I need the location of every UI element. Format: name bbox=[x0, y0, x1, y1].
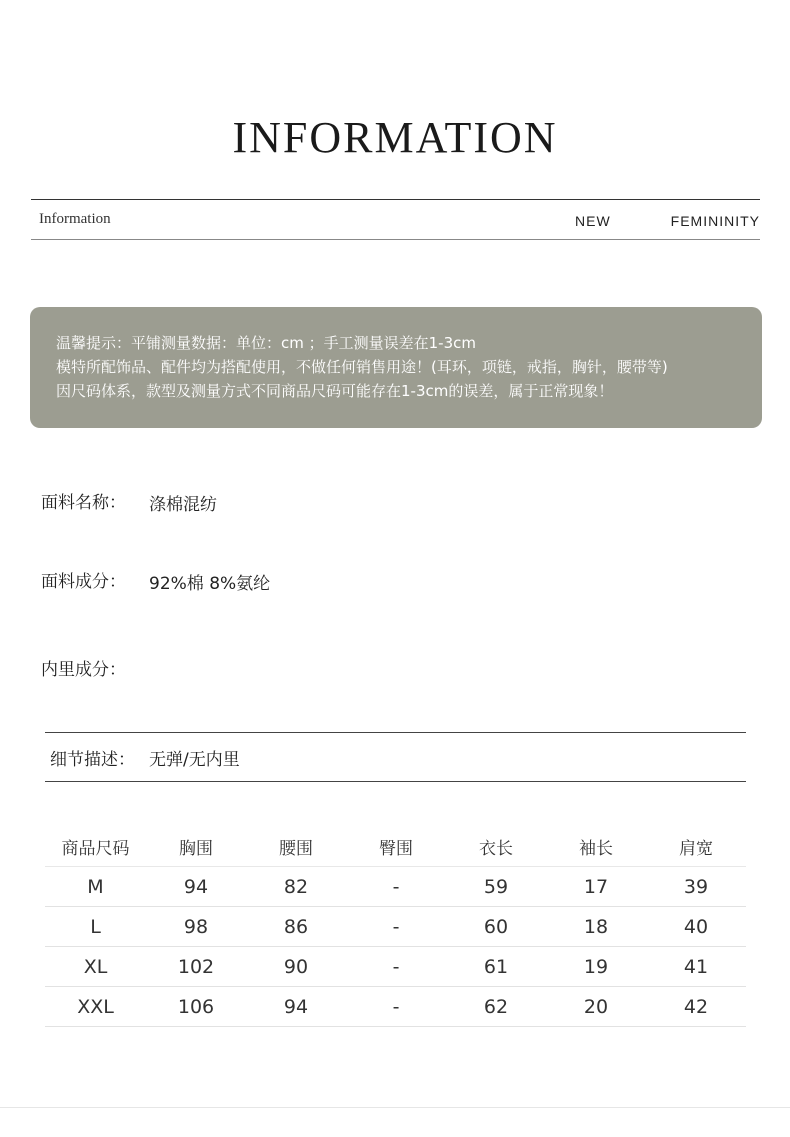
cell-sleeve: 19 bbox=[583, 955, 609, 978]
notice-line-1: 温馨提示：平铺测量数据：单位：cm ；手工测量误差在1-3cm bbox=[56, 334, 476, 352]
cell-bust: 94 bbox=[183, 875, 209, 898]
cell-waist: 82 bbox=[283, 875, 309, 898]
cell-size: L bbox=[90, 915, 101, 938]
header-band-new: NEW bbox=[575, 213, 611, 229]
header-hip: 臀围 bbox=[379, 839, 413, 859]
table-row bbox=[45, 947, 746, 987]
header-band-bottom-rule bbox=[31, 239, 760, 240]
detail-top-rule bbox=[45, 732, 746, 733]
cell-shoulder: 41 bbox=[683, 955, 709, 978]
cell-size: XL bbox=[83, 955, 108, 978]
cell-hip: - bbox=[392, 955, 400, 978]
table-row bbox=[45, 987, 746, 1027]
header-length: 衣长 bbox=[479, 839, 513, 859]
size-table bbox=[45, 827, 746, 1027]
cell-bust: 102 bbox=[177, 955, 215, 978]
detail-bottom-rule bbox=[45, 781, 746, 782]
table-row bbox=[45, 867, 746, 907]
cell-waist: 86 bbox=[283, 915, 309, 938]
cell-length: 61 bbox=[483, 955, 509, 978]
header-band-top-rule bbox=[31, 199, 760, 200]
fabric-composition-label: 面料成分： bbox=[41, 572, 126, 592]
cell-sleeve: 18 bbox=[583, 915, 609, 938]
cell-bust: 106 bbox=[177, 995, 215, 1018]
header-size: 商品尺码 bbox=[61, 839, 130, 859]
cell-sleeve: 20 bbox=[583, 995, 609, 1018]
cell-hip: - bbox=[392, 875, 400, 898]
cell-length: 60 bbox=[483, 915, 509, 938]
page-title: INFORMATION bbox=[232, 113, 558, 162]
header-waist: 腰围 bbox=[279, 839, 313, 859]
cell-waist: 90 bbox=[283, 955, 309, 978]
fabric-name-label: 面料名称： bbox=[41, 493, 126, 513]
table-row bbox=[45, 907, 746, 947]
cell-length: 59 bbox=[483, 875, 509, 898]
cell-length: 62 bbox=[483, 995, 509, 1018]
cell-hip: - bbox=[392, 995, 400, 1018]
header-band-femininity: FEMININITY bbox=[670, 213, 760, 229]
header-bust: 胸围 bbox=[179, 839, 213, 859]
footer-divider bbox=[0, 1107, 790, 1108]
notice-box bbox=[30, 307, 762, 428]
cell-sleeve: 17 bbox=[583, 875, 609, 898]
lining-composition-label: 内里成分： bbox=[41, 660, 126, 680]
notice-line-2: 模特所配饰品、配件均为搭配使用，不做任何销售用途！(耳环，项链，戒指，胸针，腰带等) bbox=[56, 358, 668, 376]
fabric-name-value: 涤棉混纺 bbox=[149, 495, 217, 515]
detail-label: 细节描述： bbox=[50, 750, 135, 770]
detail-value: 无弹/无内里 bbox=[149, 750, 240, 770]
cell-shoulder: 42 bbox=[683, 995, 709, 1018]
header-band-label: Information bbox=[39, 211, 111, 227]
cell-shoulder: 40 bbox=[683, 915, 709, 938]
cell-bust: 98 bbox=[183, 915, 209, 938]
header-sleeve: 袖长 bbox=[579, 839, 613, 859]
fabric-composition-value: 92%棉 8%氨纶 bbox=[149, 574, 271, 594]
notice-line-3: 因尺码体系，款型及测量方式不同商品尺码可能存在1-3cm的误差，属于正常现象！ bbox=[56, 382, 614, 400]
cell-hip: - bbox=[392, 915, 400, 938]
cell-shoulder: 39 bbox=[683, 875, 709, 898]
header-shoulder: 肩宽 bbox=[679, 839, 713, 859]
cell-size: XXL bbox=[77, 995, 114, 1018]
cell-size: M bbox=[87, 875, 104, 898]
cell-waist: 94 bbox=[283, 995, 309, 1018]
size-table-header-row bbox=[45, 827, 746, 867]
